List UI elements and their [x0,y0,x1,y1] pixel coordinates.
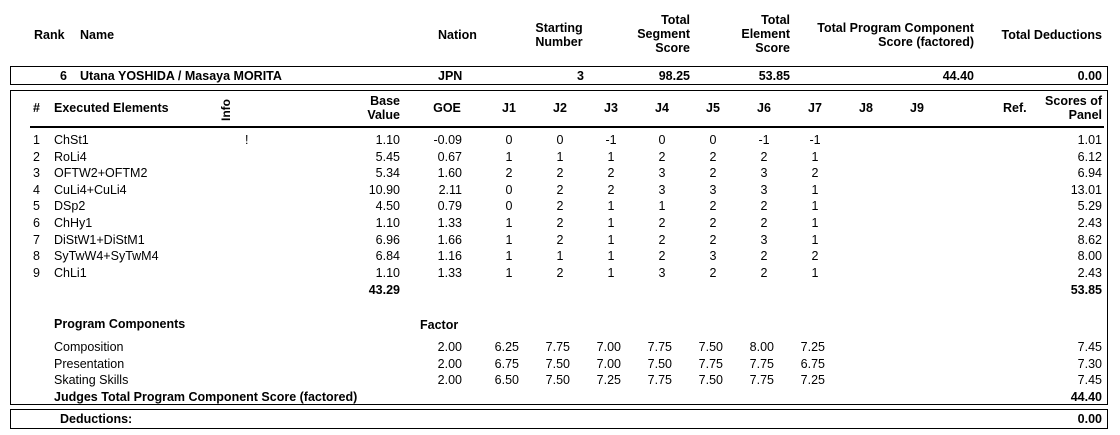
element-judge-score: 1 [607,216,615,230]
elements-total-score: 53.85 [1070,283,1102,297]
component-judge-score: 6.25 [494,340,519,354]
element-name: DSp2 [54,199,86,213]
element-judge-score: 2 [556,166,564,180]
element-judge-score: 0 [556,133,564,147]
program-components-title: Program Components [54,317,186,331]
element-judge-score: 0 [505,133,513,147]
judge-header-8: J8 [859,101,873,115]
element-number: 9 [33,266,40,280]
skater-rank: 6 [60,69,67,83]
skater-total-segment-score: 98.25 [658,69,690,83]
component-factor: 2.00 [437,373,462,387]
judge-header-1: J1 [502,101,516,115]
element-judge-score: 1 [607,266,615,280]
component-factor: 2.00 [437,340,462,354]
judge-header-6: J6 [757,101,771,115]
element-judge-score: 2 [709,150,717,164]
element-panel-score: 2.43 [1077,266,1102,280]
element-judge-score: 3 [658,183,666,197]
element-judge-score: 2 [607,166,615,180]
element-judge-score: 0 [505,183,513,197]
component-judge-score: 7.25 [800,373,825,387]
factor-header: Factor [420,318,459,332]
element-number: 7 [33,233,40,247]
scores-of-panel-header: Scores of Panel [1045,94,1102,122]
element-judge-score: 2 [607,183,615,197]
element-judge-score: 1 [607,199,615,213]
element-panel-score: 8.00 [1077,249,1102,263]
element-judge-score: 1 [556,249,564,263]
component-judge-score: 7.50 [698,340,723,354]
element-judge-score: 2 [760,199,768,213]
skater-total-deductions: 0.00 [1077,69,1102,83]
executed-elements-header: Executed Elements [54,101,169,115]
element-judge-score: 0 [658,133,666,147]
element-judge-score: 1 [505,216,513,230]
element-judge-score: 2 [556,233,564,247]
element-judge-score: 2 [709,199,717,213]
component-judge-score: 7.75 [749,373,774,387]
skater-total-pcs: 44.40 [942,69,974,83]
element-judge-score: 2 [658,216,666,230]
component-judge-score: 7.50 [698,373,723,387]
element-goe: 0.67 [437,150,462,164]
element-judge-score: 2 [556,199,564,213]
component-panel-score: 7.30 [1077,357,1102,371]
total-pcs-header: Total Program Component Score (factored) [817,21,974,49]
element-judge-score: 3 [658,166,666,180]
element-judge-score: 1 [607,233,615,247]
element-number: 8 [33,249,40,263]
element-judge-score: 1 [811,199,819,213]
total-element-score-header: Total Element Score [741,13,790,55]
component-judge-score: 7.50 [545,373,570,387]
element-judge-score: 3 [658,266,666,280]
element-judge-score: 3 [760,233,768,247]
element-panel-score: 6.12 [1077,150,1102,164]
element-name: ChLi1 [54,266,87,280]
element-base-value: 4.50 [375,199,400,213]
component-judge-score: 6.75 [494,357,519,371]
element-panel-score: 5.29 [1077,199,1102,213]
element-judge-score: 3 [709,183,717,197]
skater-nation: JPN [438,69,463,83]
component-judge-score: 7.25 [800,340,825,354]
element-judge-score: 2 [709,266,717,280]
component-panel-score: 7.45 [1077,340,1102,354]
element-panel-score: 8.62 [1077,233,1102,247]
element-judge-score: 1 [556,150,564,164]
goe-header: GOE [433,101,461,115]
component-judge-score: 7.75 [647,373,672,387]
element-judge-score: 1 [505,266,513,280]
element-number: 2 [33,150,40,164]
deductions-box [10,409,1108,429]
component-judge-score: 6.75 [800,357,825,371]
element-judge-score: 2 [556,266,564,280]
element-base-value: 1.10 [375,216,400,230]
element-judge-score: 2 [811,166,819,180]
element-base-value: 1.10 [375,133,400,147]
skater-starting-number: 3 [577,69,584,83]
element-panel-score: 2.43 [1077,216,1102,230]
component-judge-score: 7.75 [698,357,723,371]
element-panel-score: 13.01 [1070,183,1102,197]
element-judge-score: 1 [607,150,615,164]
component-name: Presentation [54,357,125,371]
elements-header-divider [30,126,1104,128]
ref-header: Ref. [1003,101,1027,115]
judges-total-value: 44.40 [1070,390,1102,404]
elements-total-base: 43.29 [368,283,400,297]
element-judge-score: 2 [505,166,513,180]
element-base-value: 10.90 [368,183,400,197]
rank-header: Rank [34,28,65,42]
element-judge-score: 1 [811,183,819,197]
element-goe: 2.11 [438,183,462,197]
element-name: SyTwW4+SyTwM4 [54,249,159,263]
element-judge-score: -1 [605,133,617,147]
deductions-value: 0.00 [1077,412,1102,426]
element-judge-score: 2 [760,249,768,263]
element-goe: 1.60 [437,166,462,180]
element-judge-score: 2 [556,183,564,197]
element-judge-score: 1 [811,216,819,230]
total-segment-score-header: Total Segment Score [637,13,690,55]
element-judge-score: 2 [760,150,768,164]
element-judge-score: 2 [658,150,666,164]
element-info: ! [245,133,249,147]
element-judge-score: 2 [709,233,717,247]
element-base-value: 1.10 [375,266,400,280]
element-base-value: 6.84 [375,249,400,263]
element-number: 1 [33,133,40,147]
component-judge-score: 7.00 [596,357,621,371]
element-judge-score: 1 [658,199,666,213]
element-name: ChSt1 [54,133,89,147]
base-value-header: Base Value [367,94,400,122]
starting-number-header: Starting Number [535,21,583,49]
element-goe: 0.79 [437,199,462,213]
judge-header-4: J4 [655,101,669,115]
skater-total-element-score: 53.85 [758,69,790,83]
element-name: DiStW1+DiStM1 [54,233,145,247]
element-number: 5 [33,199,40,213]
judge-header-7: J7 [808,101,822,115]
component-judge-score: 7.25 [596,373,621,387]
element-goe: 1.33 [437,216,462,230]
element-judge-score: -1 [809,133,821,147]
component-name: Composition [54,340,124,354]
component-judge-score: 6.50 [494,373,519,387]
element-name: RoLi4 [54,150,87,164]
element-goe: 1.66 [437,233,462,247]
element-number: 3 [33,166,40,180]
judge-header-9: J9 [910,101,924,115]
name-header: Name [80,28,115,42]
judge-header-2: J2 [553,101,567,115]
element-goe: 1.16 [437,249,462,263]
skater-name: Utana YOSHIDA / Masaya MORITA [80,69,282,83]
element-judge-score: 2 [709,166,717,180]
element-number-header: # [33,101,40,115]
component-judge-score: 7.75 [545,340,570,354]
element-goe: -0.09 [433,133,462,147]
element-judge-score: 2 [658,233,666,247]
element-judge-score: 1 [811,266,819,280]
element-judge-score: 1 [505,150,513,164]
component-name: Skating Skills [54,373,129,387]
element-number: 6 [33,216,40,230]
element-name: ChHy1 [54,216,93,230]
element-base-value: 6.96 [375,233,400,247]
judges-total-underline [50,404,1104,405]
deductions-label: Deductions: [60,412,133,426]
judge-header-5: J5 [706,101,720,115]
element-base-value: 5.34 [375,166,400,180]
element-judge-score: 3 [760,166,768,180]
judges-total-label: Judges Total Program Component Score (factored) [54,390,358,404]
element-judge-score: 0 [709,133,717,147]
element-judge-score: 1 [811,233,819,247]
element-goe: 1.33 [437,266,462,280]
element-base-value: 5.45 [375,150,400,164]
element-judge-score: 2 [811,249,819,263]
element-panel-score: 6.94 [1077,166,1102,180]
component-factor: 2.00 [437,357,462,371]
component-judge-score: 7.00 [596,340,621,354]
element-judge-score: 2 [709,216,717,230]
element-judge-score: 2 [658,249,666,263]
element-judge-score: 0 [505,199,513,213]
component-judge-score: 7.50 [545,357,570,371]
element-name: CuLi4+CuLi4 [54,183,127,197]
nation-header: Nation [438,28,477,42]
component-panel-score: 7.45 [1077,373,1102,387]
component-judge-score: 8.00 [749,340,774,354]
element-judge-score: 2 [760,266,768,280]
element-panel-score: 1.01 [1077,133,1102,147]
element-judge-score: 3 [709,249,717,263]
element-judge-score: 1 [607,249,615,263]
element-judge-score: 1 [505,249,513,263]
element-number: 4 [33,183,40,197]
element-judge-score: 3 [760,183,768,197]
info-header: Info [219,99,233,121]
element-judge-score: 1 [811,150,819,164]
element-judge-score: -1 [758,133,770,147]
component-judge-score: 7.50 [647,357,672,371]
component-judge-score: 7.75 [749,357,774,371]
component-judge-score: 7.75 [647,340,672,354]
total-deductions-header: Total Deductions [1001,28,1102,42]
element-judge-score: 2 [760,216,768,230]
element-judge-score: 1 [505,233,513,247]
judge-header-3: J3 [604,101,618,115]
element-name: OFTW2+OFTM2 [54,166,148,180]
element-judge-score: 2 [556,216,564,230]
